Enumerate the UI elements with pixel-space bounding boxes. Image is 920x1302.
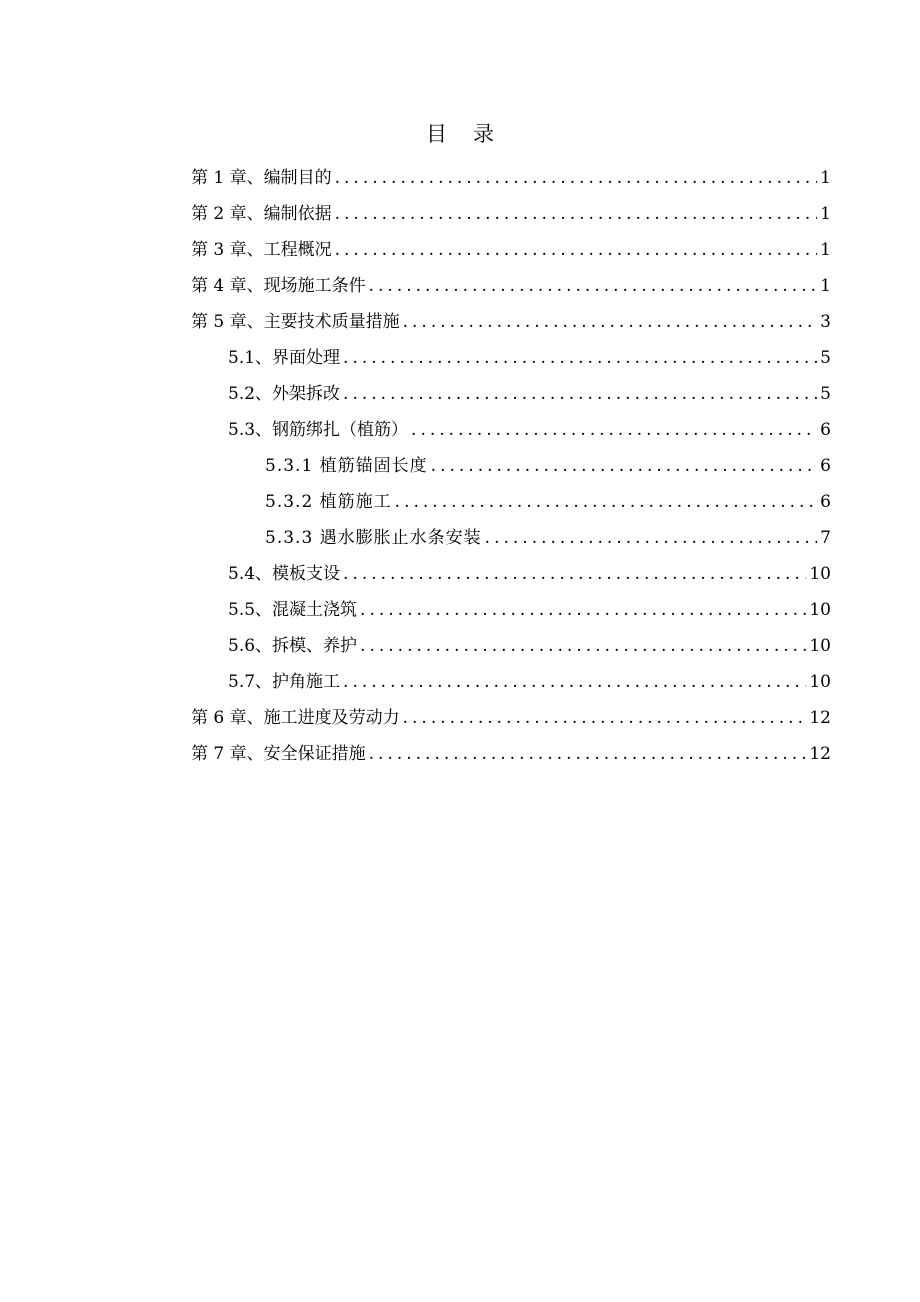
- toc-entry-subsection-5-3-3[interactable]: [265, 520, 831, 556]
- toc-title-part1: 目: [426, 122, 447, 146]
- toc-dot-leader: [395, 484, 818, 520]
- toc-entry-label: 第 4 章、现场施工条件: [191, 276, 366, 296]
- toc-entry-label: 5.3.3 遇水膨胀止水条安装: [265, 528, 482, 548]
- toc-entry-label: 5.4、模板支设: [228, 564, 341, 584]
- toc-dot-leader: [403, 304, 818, 340]
- toc-dot-leader: [343, 340, 817, 376]
- toc-entry-label: 5.3.1 植筋锚固长度: [265, 456, 428, 476]
- toc-entry-page: 1: [820, 168, 831, 188]
- toc-dot-leader: [403, 700, 807, 736]
- toc-entry-page: 10: [809, 564, 831, 584]
- toc-entry-chapter-7[interactable]: [191, 736, 831, 772]
- toc-title-part2: 录: [473, 122, 494, 146]
- toc-dot-leader: [335, 160, 818, 196]
- toc-entry-subsection-5-3-1[interactable]: [265, 448, 831, 484]
- toc-entry-page: 6: [820, 456, 831, 476]
- toc-dot-leader: [360, 592, 806, 628]
- toc-dot-leader: [343, 376, 817, 412]
- toc-entry-label: 第 2 章、编制依据: [191, 204, 332, 224]
- toc-entry-label: 第 7 章、安全保证措施: [191, 744, 366, 764]
- toc-entry-chapter-5[interactable]: [191, 304, 831, 340]
- toc-entry-page: 10: [809, 636, 831, 656]
- toc-dot-leader: [343, 556, 806, 592]
- toc-entry-page: 10: [809, 600, 831, 620]
- toc-entry-chapter-6[interactable]: [191, 700, 831, 736]
- toc-entry-label: 5.7、护角施工: [228, 672, 341, 692]
- toc-entry-page: 1: [820, 240, 831, 260]
- toc-entry-label: 5.6、拆模、养护: [228, 636, 358, 656]
- toc-entry-label: 第 6 章、施工进度及劳动力: [191, 708, 400, 728]
- toc-entry-chapter-1[interactable]: [191, 160, 831, 196]
- toc-entry-chapter-4[interactable]: [191, 268, 831, 304]
- toc-entry-subsection-5-3-2[interactable]: [265, 484, 831, 520]
- toc-entry-page: 12: [809, 744, 831, 764]
- toc-dot-leader: [369, 736, 807, 772]
- toc-entry-section-5-3[interactable]: [228, 412, 831, 448]
- toc-entry-label: 第 1 章、编制目的: [191, 168, 332, 188]
- toc-entry-label: 5.3.2 植筋施工: [265, 492, 392, 512]
- toc-entry-page: 7: [820, 528, 831, 548]
- toc-dot-leader: [335, 196, 818, 232]
- toc-entry-label: 5.1、界面处理: [228, 348, 341, 368]
- toc-entry-section-5-2[interactable]: [228, 376, 831, 412]
- toc-entry-label: 第 5 章、主要技术质量措施: [191, 312, 400, 332]
- toc-entry-page: 10: [809, 672, 831, 692]
- toc-entry-page: 6: [820, 492, 831, 512]
- toc-dot-leader: [369, 268, 818, 304]
- toc-dot-leader: [335, 232, 818, 268]
- toc-entry-section-5-5[interactable]: [228, 592, 831, 628]
- toc-entry-section-5-6[interactable]: [228, 628, 831, 664]
- toc-entry-page: 1: [820, 204, 831, 224]
- toc-entry-label: 第 3 章、工程概况: [191, 240, 332, 260]
- toc-dot-leader: [343, 664, 806, 700]
- toc-dot-leader: [411, 412, 817, 448]
- toc-entry-page: 6: [820, 420, 831, 440]
- toc-dot-leader: [431, 448, 818, 484]
- toc-entry-label: 5.2、外架拆改: [228, 384, 341, 404]
- toc-entry-label: 5.3、钢筋绑扎（植筋）: [228, 420, 409, 440]
- toc-dot-leader: [360, 628, 806, 664]
- toc-entry-section-5-4[interactable]: [228, 556, 831, 592]
- toc-entry-page: 12: [809, 708, 831, 728]
- toc-entry-section-5-1[interactable]: [228, 340, 831, 376]
- toc-entry-page: 1: [820, 276, 831, 296]
- toc-entry-page: 5: [820, 348, 831, 368]
- toc-title: [0, 119, 920, 149]
- toc-entry-page: 3: [820, 312, 831, 332]
- toc-entry-label: 5.5、混凝土浇筑: [228, 600, 358, 620]
- toc-entry-section-5-7[interactable]: [228, 664, 831, 700]
- toc-entry-chapter-2[interactable]: [191, 196, 831, 232]
- toc-entry-chapter-3[interactable]: [191, 232, 831, 268]
- toc-entry-page: 5: [820, 384, 831, 404]
- toc-dot-leader: [485, 520, 818, 556]
